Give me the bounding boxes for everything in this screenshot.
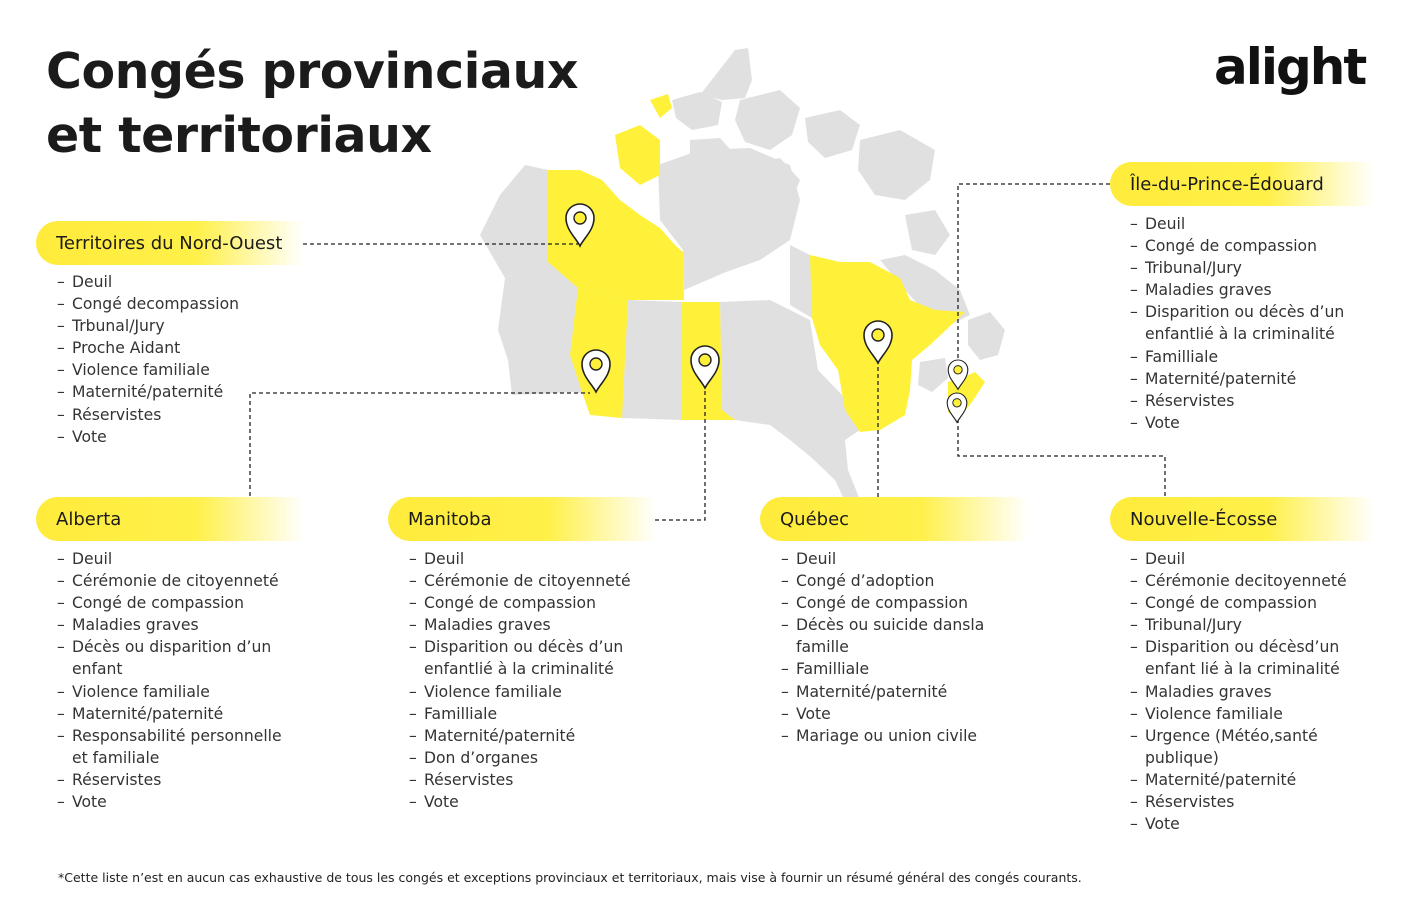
leave-item: – Réservistes: [1130, 791, 1350, 813]
leave-item: – Familliale: [781, 658, 986, 680]
leave-item: – Réservistes: [57, 404, 297, 426]
leave-item: – Violence familiale: [57, 681, 287, 703]
leave-item: – Familliale: [1130, 346, 1360, 368]
leave-item: – Tribunal/Jury: [1130, 614, 1350, 636]
region-list-pei: [1130, 213, 1360, 434]
leave-item: – Congé de compassion: [57, 592, 287, 614]
leave-item: – Responsabilité personnelle et familiale: [57, 725, 287, 769]
leave-item: – Violence familiale: [1130, 703, 1350, 725]
leave-item: – Vote: [781, 703, 986, 725]
region-list-quebec: [781, 548, 986, 747]
region-list-nwt: [57, 271, 297, 448]
leave-item: – Mariage ou union civile: [781, 725, 986, 747]
leave-item: – Maternité/paternité: [57, 381, 297, 403]
leave-item: – Congé d’adoption: [781, 570, 986, 592]
leave-item: – Trbunal/Jury: [57, 315, 297, 337]
region-name-quebec: Québec: [780, 508, 850, 530]
leave-item: – Vote: [1130, 412, 1360, 434]
leave-item: – Maternité/paternité: [1130, 769, 1350, 791]
leave-item: – Réservistes: [57, 769, 287, 791]
leave-item: – Réservistes: [409, 769, 634, 791]
region-name-ns: Nouvelle-Écosse: [1130, 508, 1278, 530]
leave-item: – Disparition ou décès d’un enfantlié à la criminalité: [409, 636, 634, 680]
leave-item: – Décès ou suicide dansla famille: [781, 614, 986, 658]
region-name-nwt: Territoires du Nord-Ouest: [56, 232, 283, 254]
region-name-pei: Île-du-Prince-Édouard: [1130, 173, 1324, 195]
leave-item: – Violence familiale: [409, 681, 634, 703]
region-list-alberta: [57, 548, 287, 813]
leave-item: – Tribunal/Jury: [1130, 257, 1360, 279]
leave-item: – Deuil: [57, 271, 297, 293]
leave-item: – Disparition ou décès d’un enfantlié à la criminalité: [1130, 301, 1360, 345]
leave-item: – Violence familiale: [57, 359, 297, 381]
leave-item: – Cérémonie de citoyenneté: [57, 570, 287, 592]
leave-item: – Familliale: [409, 703, 634, 725]
leave-item: – Maladies graves: [1130, 681, 1350, 703]
region-header-ns: [1110, 497, 1374, 541]
region-header-manitoba: [388, 497, 656, 541]
leave-item: – Deuil: [1130, 213, 1360, 235]
leave-item: – Maternité/paternité: [781, 681, 986, 703]
leave-item: – Congé de compassion: [781, 592, 986, 614]
footnote: *Cette liste n’est en aucun cas exhaustive de tous les congés et exceptions provinciaux et territoriaux, mais vise à fournir un résumé général des congés courants.: [58, 870, 1082, 885]
leave-item: – Décès ou disparition d’un enfant: [57, 636, 287, 680]
region-name-alberta: Alberta: [56, 508, 122, 530]
leave-item: – Maternité/paternité: [409, 725, 634, 747]
title-line-1: Congés provinciaux: [46, 43, 578, 100]
leave-item: – Deuil: [409, 548, 634, 570]
region-list-ns: [1130, 548, 1350, 835]
map-land-gray: [480, 48, 1005, 512]
region-list-manitoba: [409, 548, 634, 813]
region-header-pei: [1110, 162, 1374, 206]
leave-item: – Vote: [409, 791, 634, 813]
leave-item: – Disparition ou décèsd’un enfant lié à la criminalité: [1130, 636, 1350, 680]
leave-item: – Maternité/paternité: [1130, 368, 1360, 390]
leave-item: – Proche Aidant: [57, 337, 297, 359]
region-name-manitoba: Manitoba: [408, 508, 492, 530]
leave-item: – Cérémonie decitoyenneté: [1130, 570, 1350, 592]
leave-item: – Vote: [57, 791, 287, 813]
leave-item: – Maladies graves: [57, 614, 287, 636]
leave-item: – Congé de compassion: [1130, 592, 1350, 614]
leave-item: – Urgence (Météo,santé publique): [1130, 725, 1350, 769]
leave-item: – Don d’organes: [409, 747, 634, 769]
map-pin-ns-icon: [947, 393, 967, 422]
leave-item: – Congé decompassion: [57, 293, 297, 315]
leave-item: – Maternité/paternité: [57, 703, 287, 725]
leave-item: – Deuil: [1130, 548, 1350, 570]
leave-item: – Vote: [1130, 813, 1350, 835]
region-header-nwt: [36, 221, 304, 265]
alight-logo: alight: [1214, 38, 1366, 96]
leave-item: – Cérémonie de citoyenneté: [409, 570, 634, 592]
leave-item: – Maladies graves: [1130, 279, 1360, 301]
title-line-2: et territoriaux: [46, 107, 432, 164]
leave-item: – Deuil: [57, 548, 287, 570]
leave-item: – Maladies graves: [409, 614, 634, 636]
leave-item: – Réservistes: [1130, 390, 1360, 412]
region-header-quebec: [760, 497, 1028, 541]
leave-item: – Congé de compassion: [409, 592, 634, 614]
region-header-alberta: [36, 497, 304, 541]
leave-item: – Deuil: [781, 548, 986, 570]
leave-item: – Congé de compassion: [1130, 235, 1360, 257]
leave-item: – Vote: [57, 426, 297, 448]
